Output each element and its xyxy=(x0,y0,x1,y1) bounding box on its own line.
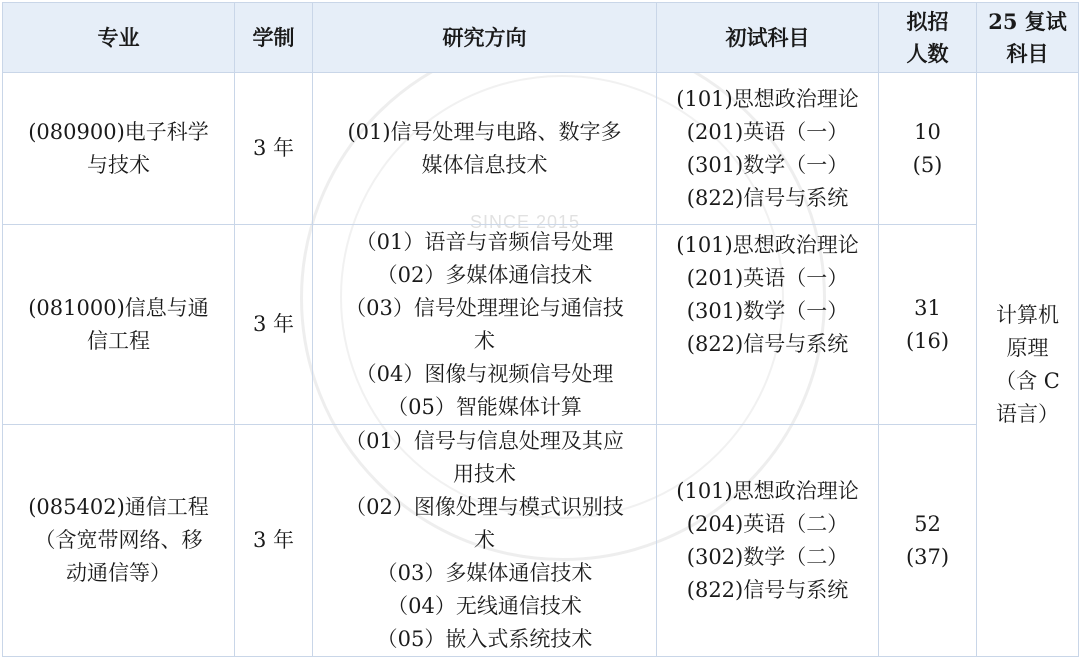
watermark-text: SINCE 2015 xyxy=(470,212,581,232)
header-exam: 初试科目 xyxy=(657,3,879,73)
exam-line: (301)数学（一） xyxy=(686,152,849,177)
header-quota-line: 拟招 xyxy=(906,8,949,34)
cell-research xyxy=(313,73,657,225)
exam-line: (204)英语（二） xyxy=(686,511,849,536)
exam-line: (201)英语（一） xyxy=(686,119,849,144)
cell-major xyxy=(3,225,235,425)
research-line: （03）多媒体通信技术 xyxy=(376,561,593,585)
research-line: （04）无线通信技术 xyxy=(387,594,582,618)
header-quota xyxy=(879,3,977,73)
research-line: 用技术 xyxy=(453,462,516,486)
major-line: (085402)通信工程 xyxy=(28,495,209,519)
retest-line: 语言） xyxy=(996,401,1059,426)
header-duration: 学制 xyxy=(235,3,313,73)
research-line: （01）语音与音频信号处理 xyxy=(355,229,614,254)
cell-quota xyxy=(879,425,977,657)
header-row xyxy=(3,3,1079,73)
exam-line: (302)数学（二） xyxy=(686,544,849,569)
cell-retest-subject xyxy=(977,73,1079,657)
cell-exam xyxy=(657,425,879,657)
major-line: （含宽带网络、移 xyxy=(34,528,203,552)
header-major: 专业 xyxy=(3,3,235,73)
cell-major xyxy=(3,73,235,225)
quota-line: 10 xyxy=(914,119,941,144)
exam-line: (201)英语（一） xyxy=(686,266,849,290)
exam-line: (101)思想政治理论 xyxy=(676,478,859,503)
header-retest xyxy=(977,3,1079,73)
header-retest-line: 科目 xyxy=(1006,40,1049,66)
research-line: 术 xyxy=(474,328,495,353)
research-line: (01)信号处理与电路、数字多 xyxy=(347,119,622,144)
quota-line: (37) xyxy=(905,544,950,569)
exam-line: (822)信号与系统 xyxy=(686,185,849,210)
program-table xyxy=(2,2,1079,657)
cell-research xyxy=(313,225,657,425)
cell-quota xyxy=(879,225,977,425)
cell-duration: 3 年 xyxy=(235,225,313,425)
research-line: 媒体信息技术 xyxy=(421,152,548,177)
header-retest-line: 25 复试 xyxy=(988,8,1067,34)
major-line: (080900)电子科学 xyxy=(28,119,209,144)
exam-line: (301)数学（一） xyxy=(686,299,849,323)
retest-line: 原理 xyxy=(1006,335,1049,360)
research-line: （02）多媒体通信技术 xyxy=(376,262,593,287)
cell-exam xyxy=(657,225,879,425)
research-line: （03）信号处理理论与通信技 xyxy=(345,295,624,320)
research-line: （02）图像处理与模式识别技 xyxy=(345,495,624,519)
retest-line: 计算机 xyxy=(996,302,1059,327)
major-line: 信工程 xyxy=(87,328,150,353)
research-line: （05）智能媒体计算 xyxy=(387,394,582,419)
cell-duration: 3 年 xyxy=(235,425,313,657)
cell-major xyxy=(3,425,235,657)
table-row xyxy=(3,225,1079,425)
major-line: 与技术 xyxy=(87,152,150,177)
major-line: 动通信等） xyxy=(66,561,171,585)
header-research: 研究方向 xyxy=(313,3,657,73)
retest-line: （含 C xyxy=(995,368,1060,393)
cell-quota xyxy=(879,73,977,225)
cell-research xyxy=(313,425,657,657)
research-line: （05）嵌入式系统技术 xyxy=(376,627,593,651)
research-line: 术 xyxy=(474,528,495,552)
research-line: （01）信号与信息处理及其应 xyxy=(345,429,624,453)
quota-line: (5) xyxy=(912,152,943,177)
table-row xyxy=(3,73,1079,225)
cell-duration: 3 年 xyxy=(235,73,313,225)
research-line: （04）图像与视频信号处理 xyxy=(355,361,614,386)
table-row xyxy=(3,425,1079,657)
exam-line: (101)思想政治理论 xyxy=(676,86,859,111)
major-line: (081000)信息与通 xyxy=(28,295,209,320)
header-quota-line: 人数 xyxy=(906,40,949,66)
exam-line: (101)思想政治理论 xyxy=(676,233,859,257)
quota-line: (16) xyxy=(905,328,950,353)
quota-line: 52 xyxy=(914,511,941,536)
quota-line: 31 xyxy=(914,295,941,320)
cell-exam xyxy=(657,73,879,225)
exam-line: (822)信号与系统 xyxy=(686,332,849,356)
exam-line: (822)信号与系统 xyxy=(686,577,849,602)
